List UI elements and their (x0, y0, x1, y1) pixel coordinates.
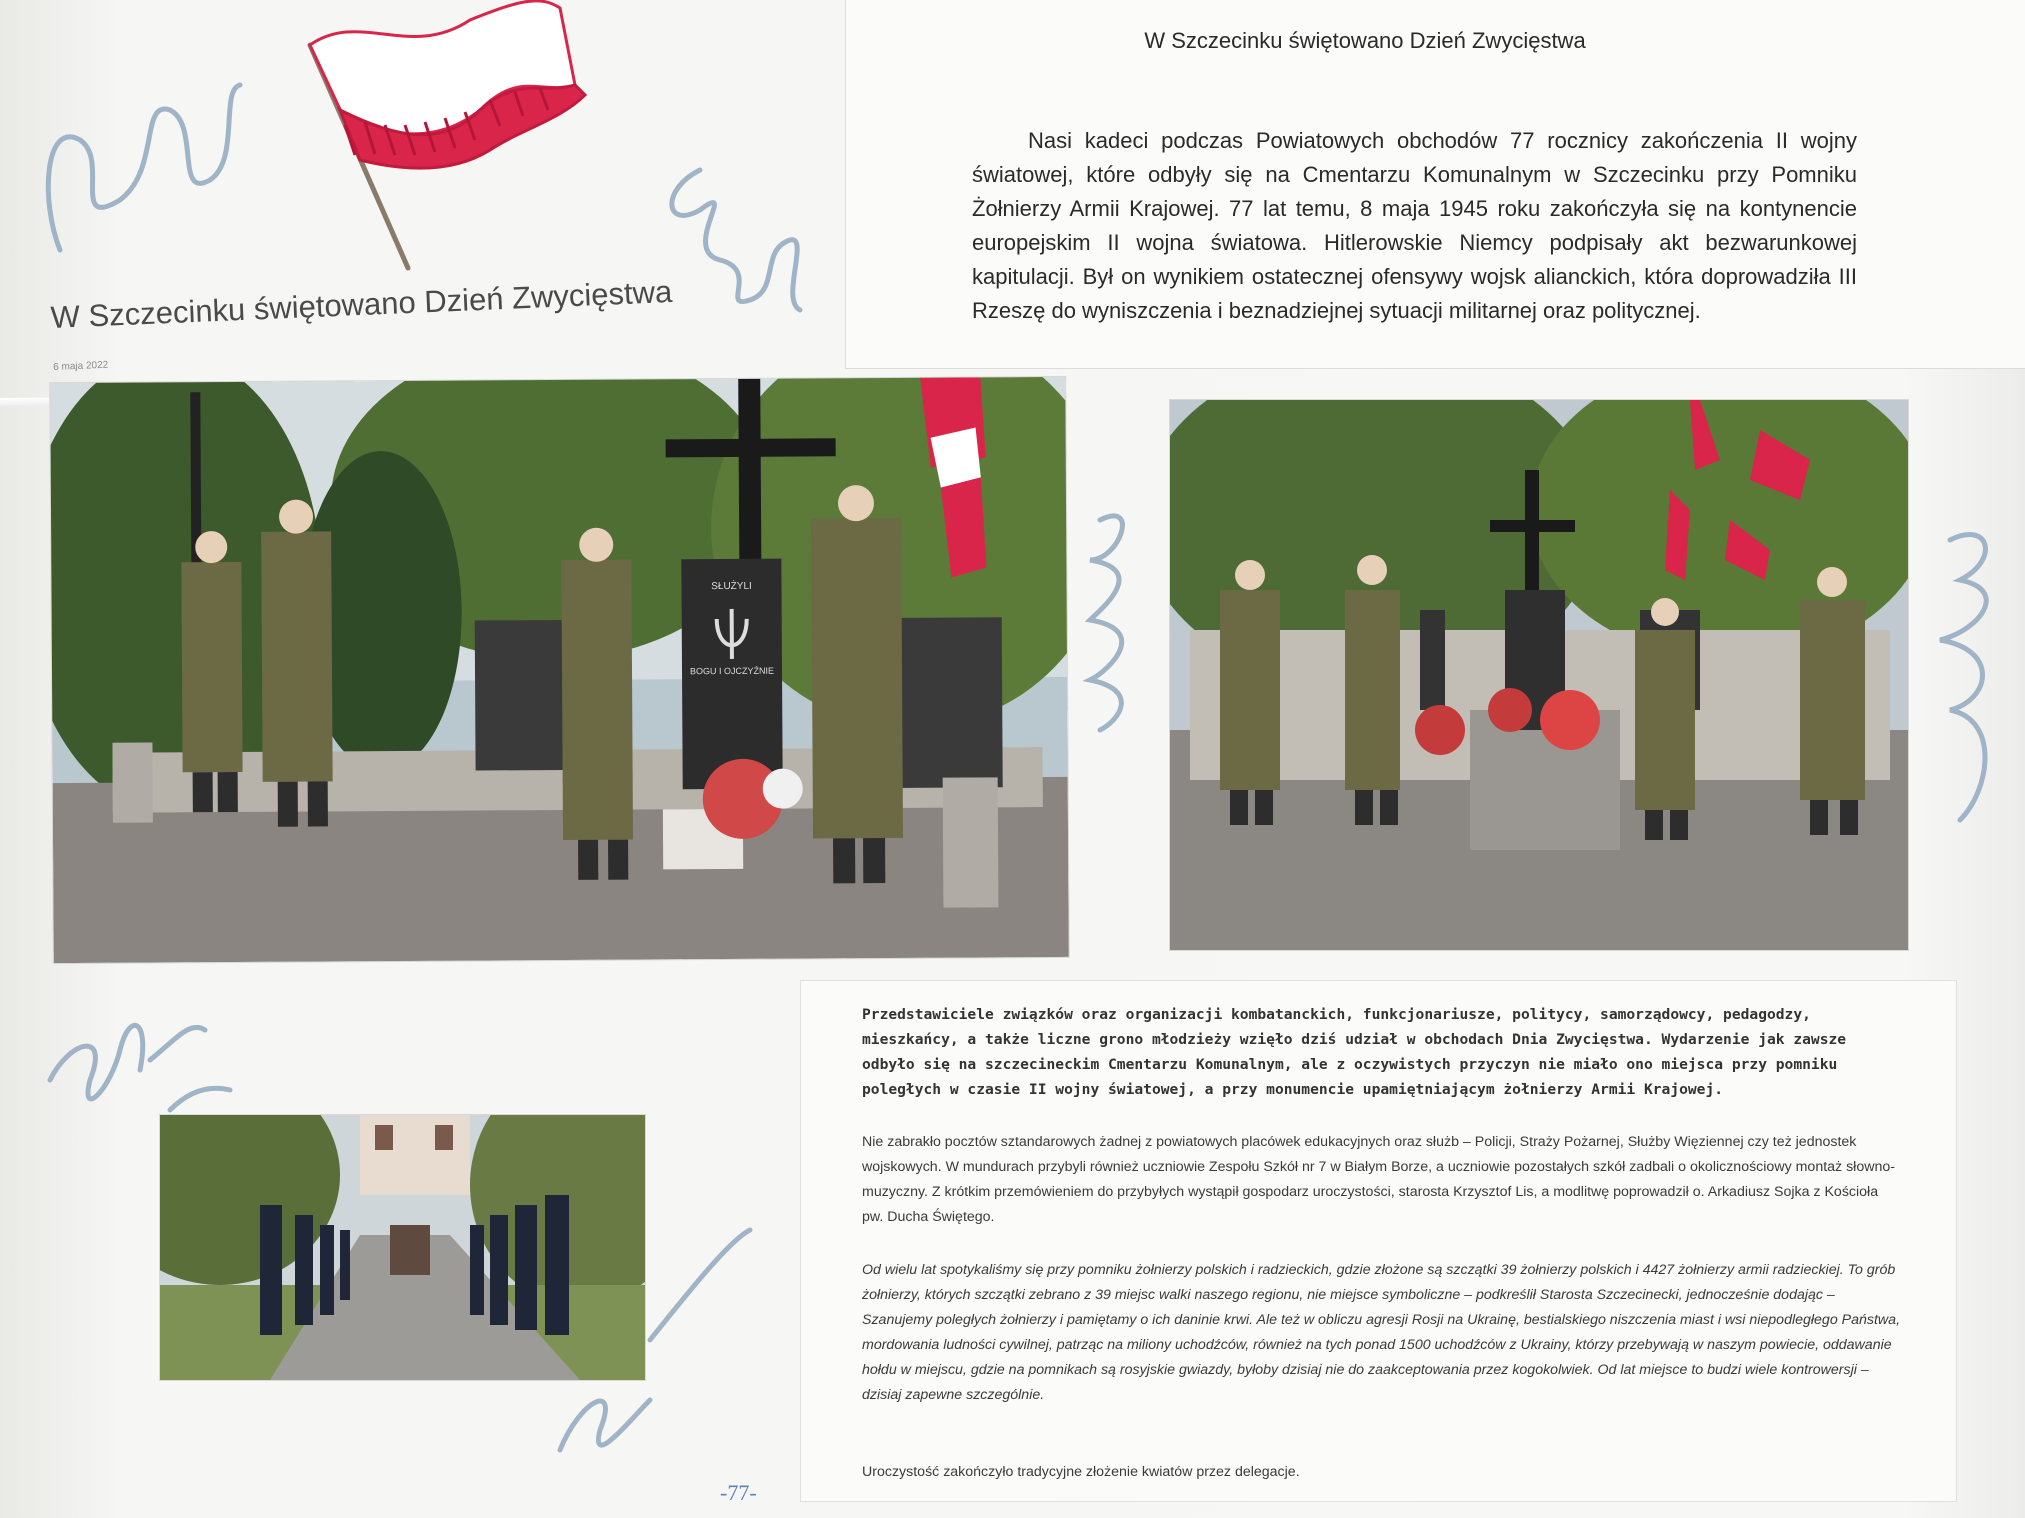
page-title: W Szczecinku świętowano Dzień Zwycięstwa (1144, 28, 1586, 53)
article-quote-paragraph: Od wielu lat spotykaliśmy się przy pomniku żołnierzy polskich i radzieckich, gdzie złożone są szczątki 39 żołnierzy polskich i 4427 żołnierzy armii radzieckiej. To grób żołnierzy, których szczątki zebrano z 39 miejsc walki naszego regionu, nie miejsce symboliczne – podkreślił Starosta Szczecinecki, jednocześnie dodając – Szanujemy poległych żołnierzy i pamiętamy o ich daninie krwi. Ale też w obliczu agresji Rosji na Ukrainę, bestialskiego niszczenia miast i wsi niepodległego Państwa, mordowania ludności cywilnej, patrząc na miliony uchodźców, również na tych ponad 1500 uchodźców z Ukrainy, którzy przebywają w naszym powiecie, oddawanie hołdu w miejscu, gdzie na pomnikach są rosyjskie gwiazdy, byłoby dzisiaj nie do zaakceptowania przez kogokolwiek. Od lat miejsce to budzi wiele kontrowersji – dzisiaj zapewne szczególnie. (862, 1262, 1901, 1403)
photo-ceremony-guard (50, 377, 1069, 963)
photo-procession-alley (160, 1115, 645, 1380)
page-number: -77- (720, 1480, 757, 1505)
clipping-title: W Szczecinku świętowano Dzień Zwycięstwa (50, 273, 673, 335)
article-lead: Przedstawiciele związków oraz organizacji kombatanckich, funkcjonariusze, politycy, samorządowcy, pedagodzy, mieszkańcy, a także liczne grono młodzieży wzięło dziś udział w obchodach Dnia Zwycięstwa. Wydarzenie jak zawsze odbyło się na szczecineckim Cmentarzu Komunalnym, ale z oczywistych przyczyn nie miało ono miejsca przy pomniku poległych w czasie II wojny światowej, a przy monumencie upamiętniającym żołnierzy Armii Krajowej. (862, 1006, 1847, 1098)
clipping-date: 6 maja 2022 (53, 359, 109, 373)
article-closing: Uroczystość zakończyło tradycyjne złożenie kwiatów przez delegacje. (862, 1464, 1300, 1480)
monument-top-text: SŁUŻYLI (711, 580, 752, 593)
intro-paragraph: Nasi kadeci podczas Powiatowych obchodów 77 rocznicy zakończenia II wojny światowej, które odbyły się na Cmentarzu Komunalnym w Szczecinku przy Pomniku Żołnierzy Armii Krajowej. 77 lat temu, 8 maja 1945 roku zakończyła się na kontynencie europejskim II wojna światowa. Hitlerowskie Niemcy podpisały akt bezwarunkowej kapitulacji. Był on wynikiem ostatecznej ofensywy wojsk alianckich, która doprowadziła III Rzeszę do wyniszczenia i beznadziejnej sytuacji militarnej oraz politycznej. (972, 128, 1857, 323)
photo-monument-guard (1170, 400, 1908, 950)
article-paragraph: Nie zabrakło pocztów sztandarowych żadnej z powiatowych placówek edukacyjnych oraz służb – Policji, Straży Pożarnej, Służby Więziennej czy też jednostek wojskowych. W mundurach przybyli również uczniowie Zespołu Szkół nr 7 w Białym Borze, a uczniowie pozostałych szkół zadbali o okolicznościowy montaż słowno-muzyczny. Z krótkim przemówieniem do przybyłych wystąpił gospodarz uroczystości, starosta Krzysztof Lis, a modlitwę poprowadził o. Arkadiusz Sojka z Kościoła pw. Ducha Świętego. (862, 1134, 1895, 1225)
monument-bottom-text: BOGU I OJCZYŹNIE (689, 665, 775, 677)
